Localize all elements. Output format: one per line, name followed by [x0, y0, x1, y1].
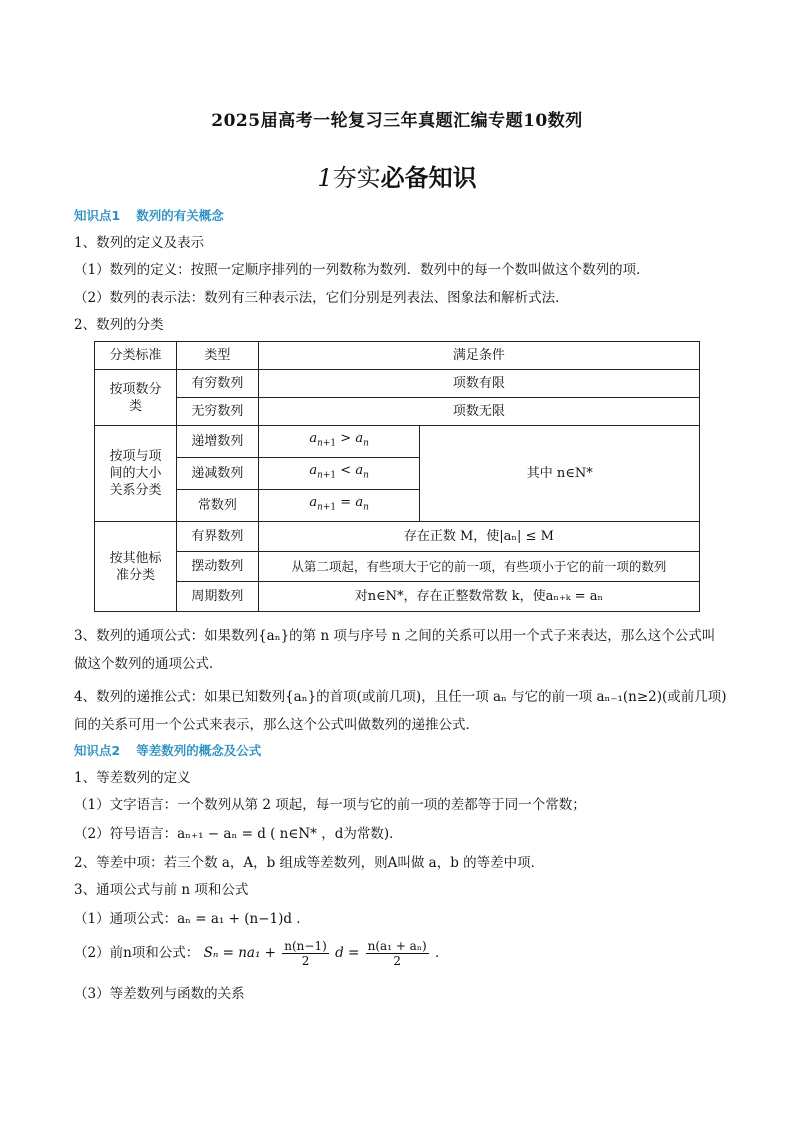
table-header: 满足条件: [258, 342, 699, 370]
sum-formula-line: [74, 936, 449, 970]
fraction-numerator: n(a₁ + aₙ): [367, 939, 427, 953]
table-row: [95, 522, 700, 552]
paragraph: （2）数列的表示法：数列有三种表示法，它们分别是列表法、图象法和解析式法．: [74, 290, 569, 306]
formula-end: ．: [435, 945, 449, 961]
table-cell: 常数列: [176, 490, 258, 522]
table-group-cell: 按其他标准分类: [95, 522, 177, 612]
paragraph: 2、数列的分类: [74, 317, 164, 333]
formula-middle: d =: [335, 945, 360, 961]
table-cell: 周期数列: [176, 582, 258, 612]
table-row: [95, 342, 700, 370]
paragraph: 间的关系可用一个公式来表示，那么这个公式叫做数列的递推公式．: [74, 717, 479, 733]
table-cell: 递减数列: [176, 458, 258, 490]
fraction: [366, 939, 429, 968]
section-heading-light: 夯实: [332, 164, 381, 192]
fraction-denominator: 2: [301, 954, 310, 968]
table-group-cell: 按项与项间的大小关系分类: [95, 426, 177, 522]
paragraph: 2、等差中项：若三个数 a，A，b 组成等差数列，则A叫做 a，b 的等差中项．: [74, 855, 545, 871]
table-cell: 有界数列: [176, 522, 258, 552]
paragraph: （3）等差数列与函数的关系: [74, 986, 245, 1002]
paragraph: 3、通项公式与前 n 项和公式: [74, 882, 249, 898]
table-cell: 从第二项起，有些项大于它的前一项，有些项小于它的前一项的数列: [258, 552, 699, 582]
table-row: [95, 370, 700, 398]
knowledge-point-title: 等差数列的概念及公式: [136, 743, 262, 758]
paragraph: 1、等差数列的定义: [74, 770, 191, 786]
paragraph: 3、数列的通项公式：如果数列{aₙ}的第 n 项与序号 n 之间的关系可以用一个式子来表达，那么这个公式叫: [74, 628, 716, 644]
document-title: 2025届高考一轮复习三年真题汇编专题10数列: [211, 111, 583, 131]
paragraph: 4、数列的递推公式：如果已知数列{aₙ}的首项(或前几项)，且任一项 aₙ 与它的前一项 aₙ₋₁(n≥2)(或前几项): [74, 689, 727, 705]
fraction-denominator: 2: [393, 954, 401, 968]
table-header: 分类标准: [95, 342, 177, 370]
paragraph: （2）符号语言：aₙ₊₁ − aₙ = d ( n∈N* ，d为常数)．: [74, 826, 403, 842]
table-cell: 摆动数列: [176, 552, 258, 582]
knowledge-point-label: 知识点1: [74, 208, 121, 223]
table-row: [95, 426, 700, 458]
knowledge-point-1-heading: [74, 207, 224, 225]
table-row: [95, 398, 700, 426]
paragraph: （1）数列的定义：按照一定顺序排列的一列数称为数列．数列中的每一个数叫做这个数列的项．: [74, 262, 650, 278]
formula-prefix: （2）前n项和公式：: [74, 945, 200, 961]
table-row: [95, 582, 700, 612]
table-note-cell: 其中 n∈N*: [420, 426, 700, 522]
section-heading-bold: 必备知识: [380, 163, 477, 192]
knowledge-point-label: 知识点2: [74, 743, 121, 758]
sequence-classification-table: [94, 341, 700, 612]
formula-cell: $a_{n+1} = a_n$: [258, 490, 420, 522]
paragraph: （1）通项公式：aₙ = a₁ + (n−1)d ．: [74, 911, 310, 927]
fraction-numerator: n(n−1): [284, 939, 327, 953]
table-cell: 项数有限: [258, 370, 699, 398]
formula-cell: $a_{n+1} < a_n$: [258, 458, 420, 490]
table-group-cell: 按项数分类: [95, 370, 177, 426]
knowledge-point-title: 数列的有关概念: [136, 208, 224, 223]
formula-lhs: Sₙ = na₁ +: [203, 945, 276, 961]
table-cell: 递增数列: [176, 426, 258, 458]
table-row: [95, 552, 700, 582]
knowledge-point-2-heading: [74, 742, 261, 760]
table-cell: 无穷数列: [176, 398, 258, 426]
formula-cell: $a_{n+1} > a_n$: [258, 426, 420, 458]
section-number: 1: [317, 164, 333, 192]
table-header: 类型: [176, 342, 258, 370]
paragraph: （1）文字语言：一个数列从第 2 项起，每一项与它的前一项的差都等于同一个常数；: [74, 797, 586, 813]
section-heading: [0, 158, 794, 193]
fraction: [282, 939, 329, 968]
table-cell: 项数无限: [258, 398, 699, 426]
table-cell: 对n∈N*，存在正整数常数 k，使aₙ₊ₖ = aₙ: [258, 582, 699, 612]
paragraph: 做这个数列的通项公式．: [74, 656, 223, 672]
paragraph: 1、数列的定义及表示: [74, 235, 205, 251]
table-cell: 有穷数列: [176, 370, 258, 398]
table-cell: 存在正数 M，使|aₙ| ≤ M: [258, 522, 699, 552]
